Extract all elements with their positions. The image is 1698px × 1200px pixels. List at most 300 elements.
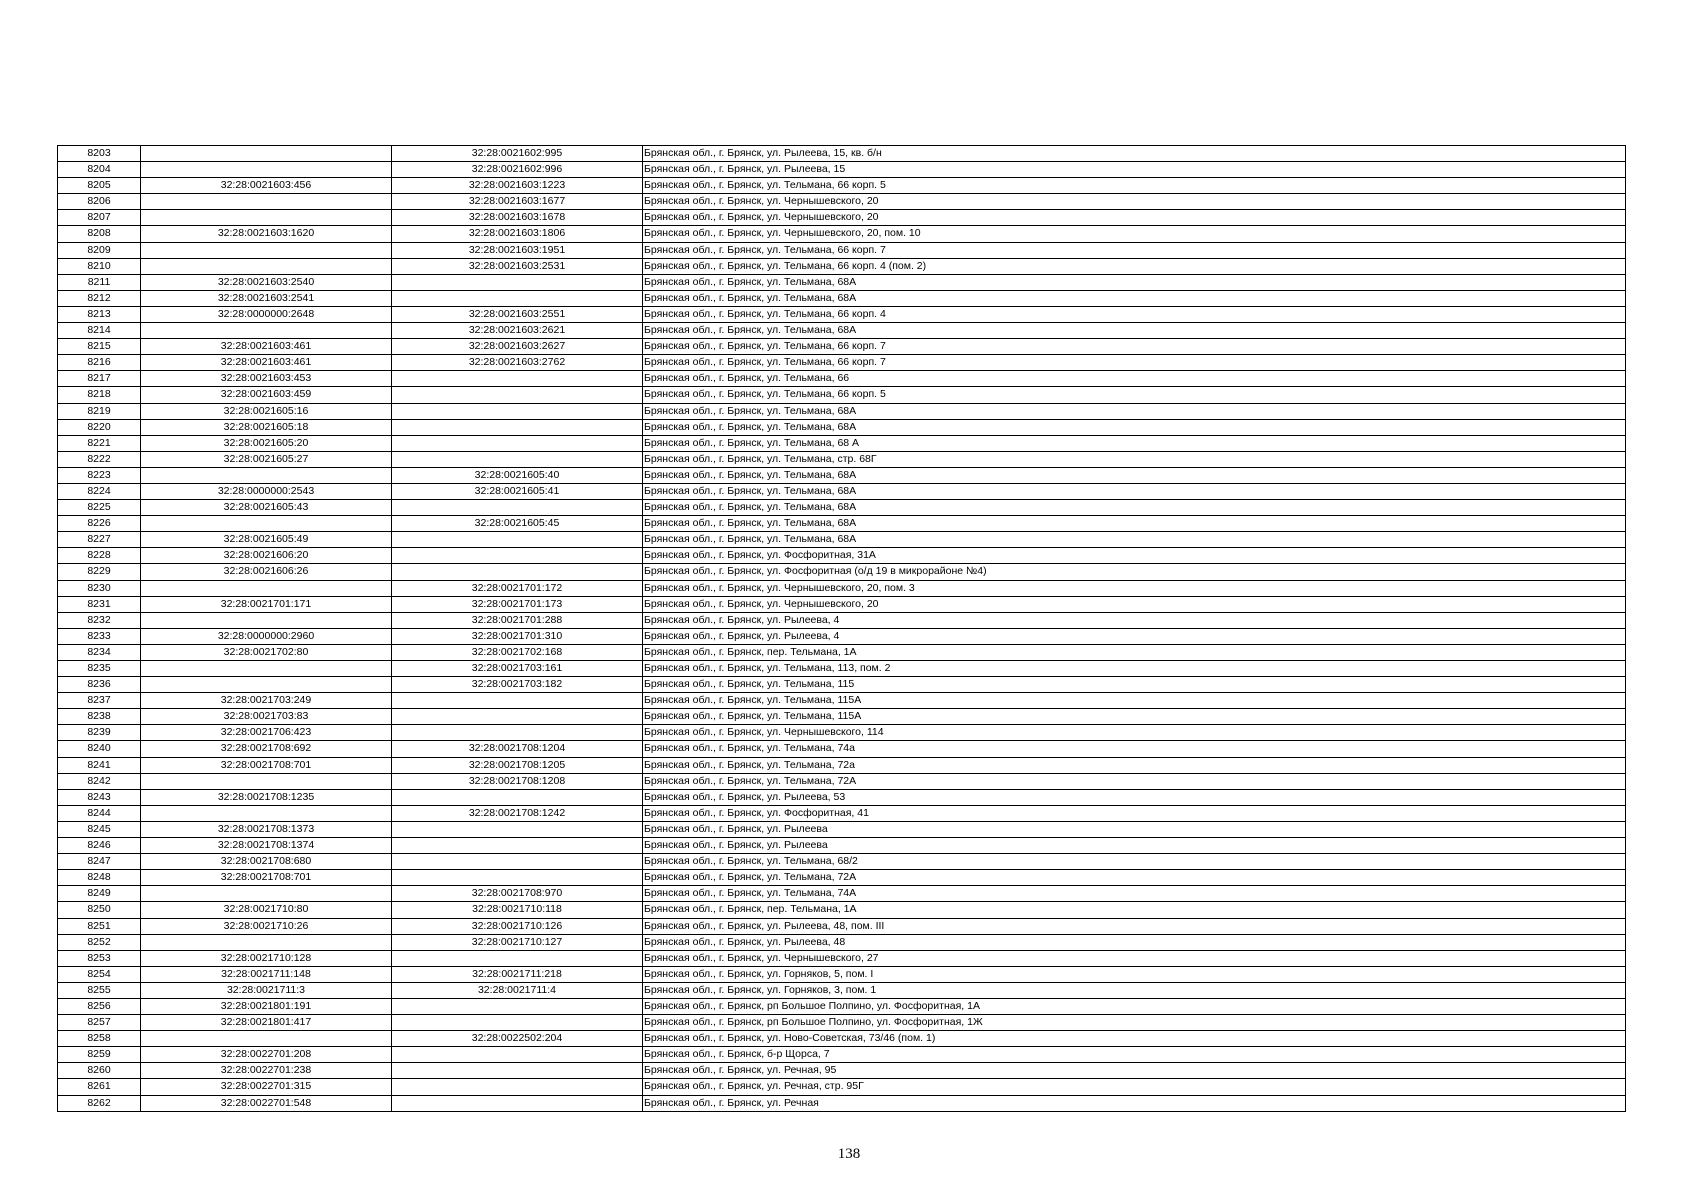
land-cadastral-number-cell (141, 677, 392, 693)
address-cell: Брянская обл., г. Брянск, ул. Чернышевского, 114 (643, 725, 1626, 741)
address-cell: Брянская обл., г. Брянск, рп Большое Полпино, ул. Фосфоритная, 1А (643, 998, 1626, 1014)
building-cadastral-number-cell: 32:28:0021605:41 (392, 483, 643, 499)
building-cadastral-number-cell: 32:28:0021701:310 (392, 628, 643, 644)
land-cadastral-number-cell: 32:28:0021708:701 (141, 757, 392, 773)
land-cadastral-number-cell: 32:28:0021701:171 (141, 596, 392, 612)
row-number-cell: 8238 (58, 709, 141, 725)
table-row (58, 387, 1626, 403)
building-cadastral-number-cell (392, 821, 643, 837)
land-cadastral-number-cell: 32:28:0021708:692 (141, 741, 392, 757)
address-cell: Брянская обл., г. Брянск, ул. Горняков, 3, пом. 1 (643, 982, 1626, 998)
address-cell: Брянская обл., г. Брянск, ул. Чернышевского, 20, пом. 3 (643, 580, 1626, 596)
land-cadastral-number-cell: 32:28:0021706:423 (141, 725, 392, 741)
row-number-cell: 8262 (58, 1095, 141, 1111)
building-cadastral-number-cell: 32:28:0021711:218 (392, 966, 643, 982)
address-cell: Брянская обл., г. Брянск, ул. Тельмана, 66 корп. 5 (643, 178, 1626, 194)
table-row (58, 371, 1626, 387)
building-cadastral-number-cell: 32:28:0021701:288 (392, 612, 643, 628)
building-cadastral-number-cell (392, 998, 643, 1014)
building-cadastral-number-cell (392, 500, 643, 516)
table-row (58, 918, 1626, 934)
table-row (58, 821, 1626, 837)
land-cadastral-number-cell: 32:28:0021702:80 (141, 644, 392, 660)
land-cadastral-number-cell: 32:28:0021603:2541 (141, 290, 392, 306)
land-cadastral-number-cell: 32:28:0021605:18 (141, 419, 392, 435)
land-cadastral-number-cell (141, 467, 392, 483)
table-row (58, 596, 1626, 612)
land-cadastral-number-cell (141, 886, 392, 902)
address-cell: Брянская обл., г. Брянск, рп Большое Полпино, ул. Фосфоритная, 1Ж (643, 1015, 1626, 1031)
land-cadastral-number-cell (141, 242, 392, 258)
table-row (58, 500, 1626, 516)
address-cell: Брянская обл., г. Брянск, ул. Чернышевского, 20 (643, 596, 1626, 612)
row-number-cell: 8204 (58, 162, 141, 178)
building-cadastral-number-cell: 32:28:0021603:1223 (392, 178, 643, 194)
table-row (58, 773, 1626, 789)
table-row (58, 178, 1626, 194)
row-number-cell: 8242 (58, 773, 141, 789)
table-row (58, 548, 1626, 564)
address-cell: Брянская обл., г. Брянск, ул. Рылеева, 15, кв. б/н (643, 146, 1626, 162)
building-cadastral-number-cell (392, 709, 643, 725)
address-cell: Брянская обл., г. Брянск, ул. Речная, 95 (643, 1063, 1626, 1079)
building-cadastral-number-cell (392, 870, 643, 886)
building-cadastral-number-cell (392, 1063, 643, 1079)
row-number-cell: 8233 (58, 628, 141, 644)
table-row (58, 194, 1626, 210)
address-cell: Брянская обл., г. Брянск, ул. Чернышевского, 20, пом. 10 (643, 226, 1626, 242)
land-cadastral-number-cell: 32:28:0021603:2540 (141, 274, 392, 290)
building-cadastral-number-cell: 32:28:0021710:118 (392, 902, 643, 918)
address-cell: Брянская обл., г. Брянск, ул. Чернышевского, 20 (643, 194, 1626, 210)
row-number-cell: 8221 (58, 435, 141, 451)
land-cadastral-number-cell (141, 146, 392, 162)
building-cadastral-number-cell (392, 789, 643, 805)
table-row (58, 725, 1626, 741)
row-number-cell: 8254 (58, 966, 141, 982)
land-cadastral-number-cell: 32:28:0022701:548 (141, 1095, 392, 1111)
address-cell: Брянская обл., г. Брянск, ул. Чернышевского, 27 (643, 950, 1626, 966)
land-cadastral-number-cell: 32:28:0021603:461 (141, 355, 392, 371)
address-cell: Брянская обл., г. Брянск, ул. Тельмана, 113, пом. 2 (643, 661, 1626, 677)
row-number-cell: 8208 (58, 226, 141, 242)
land-cadastral-number-cell (141, 258, 392, 274)
row-number-cell: 8247 (58, 854, 141, 870)
address-cell: Брянская обл., г. Брянск, ул. Тельмана, 74а (643, 741, 1626, 757)
building-cadastral-number-cell (392, 290, 643, 306)
land-cadastral-number-cell: 32:28:0021801:417 (141, 1015, 392, 1031)
address-cell: Брянская обл., г. Брянск, ул. Тельмана, 115 (643, 677, 1626, 693)
building-cadastral-number-cell: 32:28:0021703:161 (392, 661, 643, 677)
table-row (58, 612, 1626, 628)
row-number-cell: 8210 (58, 258, 141, 274)
table-row (58, 516, 1626, 532)
table-row (58, 741, 1626, 757)
land-cadastral-number-cell: 32:28:0021605:49 (141, 532, 392, 548)
building-cadastral-number-cell: 32:28:0021708:970 (392, 886, 643, 902)
building-cadastral-number-cell: 32:28:0021603:1678 (392, 210, 643, 226)
building-cadastral-number-cell: 32:28:0021603:2551 (392, 306, 643, 322)
table-row (58, 709, 1626, 725)
row-number-cell: 8214 (58, 323, 141, 339)
building-cadastral-number-cell: 32:28:0021605:40 (392, 467, 643, 483)
table-row (58, 242, 1626, 258)
building-cadastral-number-cell: 32:28:0021603:2762 (392, 355, 643, 371)
building-cadastral-number-cell (392, 725, 643, 741)
building-cadastral-number-cell: 32:28:0021701:172 (392, 580, 643, 596)
table-row (58, 854, 1626, 870)
address-cell: Брянская обл., г. Брянск, ул. Рылеева, 4 (643, 612, 1626, 628)
land-cadastral-number-cell: 32:28:0021605:27 (141, 451, 392, 467)
row-number-cell: 8239 (58, 725, 141, 741)
row-number-cell: 8220 (58, 419, 141, 435)
table-row (58, 580, 1626, 596)
building-cadastral-number-cell (392, 1095, 643, 1111)
row-number-cell: 8246 (58, 838, 141, 854)
table-row (58, 805, 1626, 821)
row-number-cell: 8237 (58, 693, 141, 709)
address-cell: Брянская обл., г. Брянск, ул. Тельмана, 68А (643, 419, 1626, 435)
land-cadastral-number-cell: 32:28:0021708:701 (141, 870, 392, 886)
building-cadastral-number-cell: 32:28:0021701:173 (392, 596, 643, 612)
address-cell: Брянская обл., г. Брянск, ул. Фосфоритная (о/д 19 в микрорайоне №4) (643, 564, 1626, 580)
row-number-cell: 8248 (58, 870, 141, 886)
building-cadastral-number-cell: 32:28:0021708:1204 (392, 741, 643, 757)
table-row (58, 403, 1626, 419)
table-row (58, 982, 1626, 998)
address-cell: Брянская обл., г. Брянск, ул. Тельмана, 68А (643, 532, 1626, 548)
building-cadastral-number-cell (392, 451, 643, 467)
address-cell: Брянская обл., г. Брянск, ул. Тельмана, 72А (643, 870, 1626, 886)
row-number-cell: 8226 (58, 516, 141, 532)
address-cell: Брянская обл., г. Брянск, ул. Рылеева (643, 838, 1626, 854)
address-cell: Брянская обл., г. Брянск, ул. Чернышевского, 20 (643, 210, 1626, 226)
row-number-cell: 8234 (58, 644, 141, 660)
land-cadastral-number-cell: 32:28:0021711:148 (141, 966, 392, 982)
table-row (58, 564, 1626, 580)
building-cadastral-number-cell: 32:28:0021602:996 (392, 162, 643, 178)
land-cadastral-number-cell (141, 194, 392, 210)
address-cell: Брянская обл., г. Брянск, ул. Тельмана, 68А (643, 516, 1626, 532)
address-cell: Брянская обл., г. Брянск, ул. Тельмана, 68А (643, 483, 1626, 499)
address-cell: Брянская обл., г. Брянск, ул. Рылеева, 53 (643, 789, 1626, 805)
row-number-cell: 8213 (58, 306, 141, 322)
land-cadastral-number-cell: 32:28:0021603:1620 (141, 226, 392, 242)
table-row (58, 1095, 1626, 1111)
table-row (58, 950, 1626, 966)
row-number-cell: 8203 (58, 146, 141, 162)
land-cadastral-number-cell: 32:28:0021605:43 (141, 500, 392, 516)
building-cadastral-number-cell (392, 371, 643, 387)
table-row (58, 1031, 1626, 1047)
land-cadastral-number-cell (141, 210, 392, 226)
row-number-cell: 8206 (58, 194, 141, 210)
row-number-cell: 8259 (58, 1047, 141, 1063)
table-row (58, 838, 1626, 854)
row-number-cell: 8225 (58, 500, 141, 516)
address-cell: Брянская обл., г. Брянск, ул. Тельмана, 68А (643, 290, 1626, 306)
table-row (58, 483, 1626, 499)
row-number-cell: 8256 (58, 998, 141, 1014)
address-cell: Брянская обл., г. Брянск, ул. Тельмана, 68 А (643, 435, 1626, 451)
building-cadastral-number-cell (392, 548, 643, 564)
table-row (58, 274, 1626, 290)
address-cell: Брянская обл., г. Брянск, ул. Рылеева, 4 (643, 628, 1626, 644)
building-cadastral-number-cell (392, 1015, 643, 1031)
building-cadastral-number-cell: 32:28:0021710:126 (392, 918, 643, 934)
address-cell: Брянская обл., г. Брянск, ул. Тельмана, 66 корп. 4 (пом. 2) (643, 258, 1626, 274)
row-number-cell: 8243 (58, 789, 141, 805)
land-cadastral-number-cell: 32:28:0021605:20 (141, 435, 392, 451)
row-number-cell: 8224 (58, 483, 141, 499)
address-cell: Брянская обл., г. Брянск, ул. Тельмана, 66 корп. 7 (643, 242, 1626, 258)
row-number-cell: 8219 (58, 403, 141, 419)
address-cell: Брянская обл., г. Брянск, ул. Тельмана, 66 корп. 7 (643, 339, 1626, 355)
row-number-cell: 8235 (58, 661, 141, 677)
address-cell: Брянская обл., г. Брянск, ул. Тельмана, 66 корп. 7 (643, 355, 1626, 371)
address-cell: Брянская обл., г. Брянск, ул. Тельмана, 115А (643, 709, 1626, 725)
table-row (58, 934, 1626, 950)
building-cadastral-number-cell (392, 854, 643, 870)
row-number-cell: 8209 (58, 242, 141, 258)
building-cadastral-number-cell: 32:28:0021603:1951 (392, 242, 643, 258)
row-number-cell: 8249 (58, 886, 141, 902)
row-number-cell: 8211 (58, 274, 141, 290)
table-row (58, 1063, 1626, 1079)
land-cadastral-number-cell: 32:28:0021606:26 (141, 564, 392, 580)
address-cell: Брянская обл., г. Брянск, ул. Тельмана, 68А (643, 274, 1626, 290)
address-cell: Брянская обл., г. Брянск, ул. Рылеева, 48 (643, 934, 1626, 950)
row-number-cell: 8215 (58, 339, 141, 355)
land-cadastral-number-cell: 32:28:0021710:26 (141, 918, 392, 934)
table-row (58, 306, 1626, 322)
land-cadastral-number-cell (141, 516, 392, 532)
land-cadastral-number-cell (141, 934, 392, 950)
land-cadastral-number-cell: 32:28:0021605:16 (141, 403, 392, 419)
land-cadastral-number-cell (141, 1031, 392, 1047)
land-cadastral-number-cell: 32:28:0021708:1374 (141, 838, 392, 854)
land-cadastral-number-cell (141, 805, 392, 821)
table-row (58, 870, 1626, 886)
table-row (58, 210, 1626, 226)
building-cadastral-number-cell (392, 435, 643, 451)
table-row (58, 644, 1626, 660)
table-row (58, 162, 1626, 178)
land-cadastral-number-cell: 32:28:0021703:249 (141, 693, 392, 709)
address-cell: Брянская обл., г. Брянск, ул. Тельмана, 68А (643, 500, 1626, 516)
row-number-cell: 8227 (58, 532, 141, 548)
building-cadastral-number-cell: 32:28:0021603:1677 (392, 194, 643, 210)
address-cell: Брянская обл., г. Брянск, ул. Тельмана, 74А (643, 886, 1626, 902)
table-row (58, 419, 1626, 435)
address-cell: Брянская обл., г. Брянск, ул. Тельмана, 68А (643, 403, 1626, 419)
address-cell: Брянская обл., г. Брянск, ул. Тельмана, 68А (643, 323, 1626, 339)
building-cadastral-number-cell: 32:28:0021603:1806 (392, 226, 643, 242)
table-row (58, 467, 1626, 483)
address-cell: Брянская обл., г. Брянск, ул. Тельмана, 68/2 (643, 854, 1626, 870)
address-cell: Брянская обл., г. Брянск, ул. Тельмана, 66 корп. 5 (643, 387, 1626, 403)
table-row (58, 435, 1626, 451)
address-cell: Брянская обл., г. Брянск, ул. Горняков, 5, пом. I (643, 966, 1626, 982)
registry-table (57, 145, 1626, 1112)
land-cadastral-number-cell: 32:28:0021708:1235 (141, 789, 392, 805)
row-number-cell: 8230 (58, 580, 141, 596)
building-cadastral-number-cell (392, 1079, 643, 1095)
row-number-cell: 8218 (58, 387, 141, 403)
building-cadastral-number-cell: 32:28:0021702:168 (392, 644, 643, 660)
address-cell: Брянская обл., г. Брянск, ул. Рылеева, 48, пом. III (643, 918, 1626, 934)
table-row (58, 355, 1626, 371)
address-cell: Брянская обл., г. Брянск, пер. Тельмана, 1А (643, 902, 1626, 918)
land-cadastral-number-cell: 32:28:0000000:2543 (141, 483, 392, 499)
land-cadastral-number-cell: 32:28:0021603:461 (141, 339, 392, 355)
building-cadastral-number-cell: 32:28:0021710:127 (392, 934, 643, 950)
address-cell: Брянская обл., г. Брянск, ул. Речная (643, 1095, 1626, 1111)
row-number-cell: 8251 (58, 918, 141, 934)
address-cell: Брянская обл., г. Брянск, ул. Фосфоритная, 31А (643, 548, 1626, 564)
land-cadastral-number-cell: 32:28:0021710:128 (141, 950, 392, 966)
row-number-cell: 8260 (58, 1063, 141, 1079)
land-cadastral-number-cell (141, 612, 392, 628)
land-cadastral-number-cell: 32:28:0022701:208 (141, 1047, 392, 1063)
land-cadastral-number-cell (141, 580, 392, 596)
building-cadastral-number-cell: 32:28:0021603:2627 (392, 339, 643, 355)
row-number-cell: 8244 (58, 805, 141, 821)
address-cell: Брянская обл., г. Брянск, ул. Тельмана, 72а (643, 757, 1626, 773)
row-number-cell: 8240 (58, 741, 141, 757)
land-cadastral-number-cell: 32:28:0021708:1373 (141, 821, 392, 837)
table-row (58, 998, 1626, 1014)
table-row (58, 886, 1626, 902)
address-cell: Брянская обл., г. Брянск, ул. Тельмана, 66 корп. 4 (643, 306, 1626, 322)
row-number-cell: 8255 (58, 982, 141, 998)
building-cadastral-number-cell (392, 838, 643, 854)
page-number: 138 (837, 1146, 861, 1162)
table-row (58, 258, 1626, 274)
building-cadastral-number-cell: 32:28:0021711:4 (392, 982, 643, 998)
table-row (58, 693, 1626, 709)
address-cell: Брянская обл., г. Брянск, ул. Рылеева, 15 (643, 162, 1626, 178)
address-cell: Брянская обл., г. Брянск, пер. Тельмана, 1А (643, 644, 1626, 660)
table-row (58, 757, 1626, 773)
building-cadastral-number-cell (392, 564, 643, 580)
address-cell: Брянская обл., г. Брянск, ул. Рылеева (643, 821, 1626, 837)
registry-table-body (58, 146, 1626, 1112)
row-number-cell: 8236 (58, 677, 141, 693)
table-row (58, 532, 1626, 548)
building-cadastral-number-cell: 32:28:0022502:204 (392, 1031, 643, 1047)
row-number-cell: 8231 (58, 596, 141, 612)
table-row (58, 1015, 1626, 1031)
land-cadastral-number-cell: 32:28:0000000:2648 (141, 306, 392, 322)
row-number-cell: 8229 (58, 564, 141, 580)
row-number-cell: 8222 (58, 451, 141, 467)
row-number-cell: 8207 (58, 210, 141, 226)
address-cell: Брянская обл., г. Брянск, ул. Фосфоритная, 41 (643, 805, 1626, 821)
row-number-cell: 8252 (58, 934, 141, 950)
row-number-cell: 8250 (58, 902, 141, 918)
building-cadastral-number-cell: 32:28:0021603:2621 (392, 323, 643, 339)
address-cell: Брянская обл., г. Брянск, ул. Тельмана, стр. 68Г (643, 451, 1626, 467)
row-number-cell: 8258 (58, 1031, 141, 1047)
table-row (58, 1047, 1626, 1063)
address-cell: Брянская обл., г. Брянск, ул. Тельмана, 72А (643, 773, 1626, 789)
table-row (58, 1079, 1626, 1095)
table-row (58, 451, 1626, 467)
address-cell: Брянская обл., г. Брянск, ул. Речная, стр. 95Г (643, 1079, 1626, 1095)
table-row (58, 789, 1626, 805)
row-number-cell: 8217 (58, 371, 141, 387)
land-cadastral-number-cell (141, 323, 392, 339)
table-row (58, 226, 1626, 242)
address-cell: Брянская обл., г. Брянск, ул. Ново-Советская, 73/46 (пом. 1) (643, 1031, 1626, 1047)
building-cadastral-number-cell: 32:28:0021708:1205 (392, 757, 643, 773)
building-cadastral-number-cell (392, 403, 643, 419)
land-cadastral-number-cell: 32:28:0021603:459 (141, 387, 392, 403)
table-row (58, 677, 1626, 693)
table-row (58, 323, 1626, 339)
building-cadastral-number-cell (392, 1047, 643, 1063)
land-cadastral-number-cell: 32:28:0021606:20 (141, 548, 392, 564)
building-cadastral-number-cell: 32:28:0021603:2531 (392, 258, 643, 274)
row-number-cell: 8223 (58, 467, 141, 483)
land-cadastral-number-cell: 32:28:0021710:80 (141, 902, 392, 918)
building-cadastral-number-cell (392, 274, 643, 290)
table-row (58, 628, 1626, 644)
building-cadastral-number-cell (392, 419, 643, 435)
building-cadastral-number-cell (392, 387, 643, 403)
building-cadastral-number-cell: 32:28:0021703:182 (392, 677, 643, 693)
table-row (58, 146, 1626, 162)
row-number-cell: 8228 (58, 548, 141, 564)
land-cadastral-number-cell: 32:28:0021801:191 (141, 998, 392, 1014)
table-row (58, 902, 1626, 918)
building-cadastral-number-cell (392, 950, 643, 966)
table-row (58, 290, 1626, 306)
land-cadastral-number-cell (141, 661, 392, 677)
table-row (58, 966, 1626, 982)
land-cadastral-number-cell: 32:28:0021603:456 (141, 178, 392, 194)
row-number-cell: 8205 (58, 178, 141, 194)
row-number-cell: 8253 (58, 950, 141, 966)
row-number-cell: 8241 (58, 757, 141, 773)
row-number-cell: 8232 (58, 612, 141, 628)
row-number-cell: 8261 (58, 1079, 141, 1095)
address-cell: Брянская обл., г. Брянск, б-р Щорса, 7 (643, 1047, 1626, 1063)
building-cadastral-number-cell: 32:28:0021708:1208 (392, 773, 643, 789)
land-cadastral-number-cell (141, 162, 392, 178)
building-cadastral-number-cell (392, 693, 643, 709)
row-number-cell: 8212 (58, 290, 141, 306)
address-cell: Брянская обл., г. Брянск, ул. Тельмана, 68А (643, 467, 1626, 483)
land-cadastral-number-cell: 32:28:0021703:83 (141, 709, 392, 725)
land-cadastral-number-cell: 32:28:0022701:238 (141, 1063, 392, 1079)
row-number-cell: 8245 (58, 821, 141, 837)
building-cadastral-number-cell (392, 532, 643, 548)
land-cadastral-number-cell: 32:28:0021711:3 (141, 982, 392, 998)
table-row (58, 661, 1626, 677)
building-cadastral-number-cell: 32:28:0021602:995 (392, 146, 643, 162)
land-cadastral-number-cell: 32:28:0021708:680 (141, 854, 392, 870)
land-cadastral-number-cell: 32:28:0000000:2960 (141, 628, 392, 644)
land-cadastral-number-cell: 32:28:0021603:453 (141, 371, 392, 387)
land-cadastral-number-cell: 32:28:0022701:315 (141, 1079, 392, 1095)
address-cell: Брянская обл., г. Брянск, ул. Тельмана, 66 (643, 371, 1626, 387)
building-cadastral-number-cell: 32:28:0021708:1242 (392, 805, 643, 821)
land-cadastral-number-cell (141, 773, 392, 789)
row-number-cell: 8257 (58, 1015, 141, 1031)
address-cell: Брянская обл., г. Брянск, ул. Тельмана, 115А (643, 693, 1626, 709)
